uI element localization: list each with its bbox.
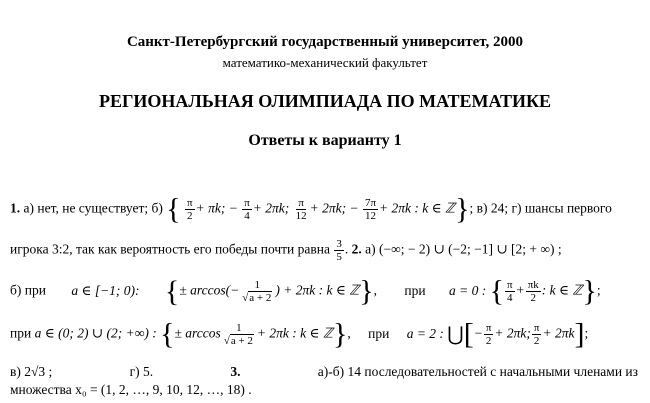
formula: + 2πk : k ∈ ℤ — [379, 200, 456, 216]
condition: a = 2 : — [406, 325, 444, 341]
page-title: РЕГИОНАЛЬНАЯ ОЛИМПИАДА ПО МАТЕМАТИКЕ — [98, 91, 552, 111]
condition: a ∈ [−1; 0): — [71, 282, 140, 298]
right-brace: } — [582, 274, 597, 308]
formula: + 2πk; — [252, 200, 290, 216]
formula-fraction: $\frac{\pi}{2}$ — [533, 322, 540, 347]
formula-fraction: $\frac{\pi}{12}$ — [295, 197, 307, 222]
formula: ± arccos — [174, 325, 221, 341]
condition: a ∈ (0; 2) ∪ (2; +∞) : — [34, 325, 157, 341]
answer-text: игрока 3:2, так как вероятность его победы почти равна — [10, 241, 330, 257]
right-brace: } — [359, 274, 374, 308]
formula-fraction: $\frac{1}{√a + 2}$ — [242, 279, 272, 304]
answer-line-4: при a ∈ (0; 2) ∪ (2; +∞) : {± arccos $\frac{1}{√a + 2}$ + 2πk : k ∈ ℤ}, при a = 2 : ⋃[− $\frac{\pi}{2}$ + 2πk; $\frac{\pi}{2}$ + 2πk]; — [10, 317, 589, 351]
answer-line-3: б) при a ∈ [−1; 0): {± arccos(− $\frac{1}{√a + 2}$ ) + 2πk : k ∈ ℤ}, при a = 0 : { $\frac{\pi}{4}$ + $\frac{\pi k}{2}$ : k ∈ ℤ}; — [10, 274, 601, 308]
formula: + 2πk; − — [309, 200, 359, 216]
answer-text: ; в) 24; г) шансы первого — [469, 200, 612, 216]
right-brace: } — [455, 192, 470, 226]
formula: + πk; − — [195, 200, 238, 216]
formula: − — [473, 325, 483, 341]
formula-fraction: $\frac{7\pi}{12}$ — [364, 197, 377, 222]
answer-text: а) (−∞; − 2) ∪ (−2; −1] ∪ [2; + ∞) ; — [365, 241, 562, 257]
problem-number: 3. — [230, 364, 241, 379]
left-brace: { — [489, 274, 505, 308]
formula-fraction: $\frac{1}{√a + 2}$ — [223, 322, 253, 347]
page-subtitle: Ответы к варианту 1 — [248, 132, 402, 149]
left-brace: { — [160, 317, 175, 351]
answer-line-2: игрока 3:2, так как вероятность его победы почти равна $\frac{3}{5}$ . 2. а) (−∞; − 2) ∪ (−2; −1] ∪ [2; + ∞) ; — [10, 238, 562, 263]
answer-text: б) при — [10, 282, 46, 298]
formula: ) + 2πk : k ∈ ℤ — [275, 282, 360, 298]
formula-fraction: $\frac{\pi}{2}$ — [485, 322, 492, 347]
formula: + 2πk : k ∈ ℤ — [256, 325, 333, 341]
answer-line-1 — [10, 192, 612, 226]
union-symbol: ⋃ — [447, 324, 464, 346]
university-line: Санкт-Петербургский государственный университет, 2000 — [126, 34, 524, 50]
answer-line-5 — [10, 364, 638, 380]
answer-text: при — [10, 325, 32, 341]
right-bracket: ] — [574, 317, 585, 351]
formula: + 2πk — [542, 325, 575, 341]
left-bracket: [ — [463, 317, 474, 351]
faculty-line: математико-механический факультет — [222, 55, 428, 70]
formula-fraction: $\frac{\pi}{4}$ — [507, 279, 513, 304]
condition: a = 0 : — [449, 282, 487, 298]
answer-text: при — [368, 325, 390, 341]
formula: ± arccos(− — [179, 282, 240, 298]
problem-number: 2. — [351, 241, 362, 257]
answer-text: в) 2√3 ; — [10, 364, 53, 379]
formula: : k ∈ ℤ — [541, 282, 583, 298]
answer-text: г) 5. — [129, 364, 154, 379]
formula-fraction: $\frac{\pi k}{2}$ — [527, 279, 539, 304]
formula-fraction: $\frac{\pi}{4}$ — [244, 197, 250, 222]
answer-text: при — [404, 282, 426, 298]
answer-text: а) нет, не существует; б) — [23, 200, 163, 216]
fraction-3-5: $\frac{3}{5}$ — [336, 238, 342, 263]
formula: + 2πk; — [494, 325, 531, 341]
left-brace: { — [164, 274, 180, 308]
formula: + — [515, 282, 525, 298]
problem-number: 1. — [10, 200, 21, 216]
formula-fraction: $\frac{\pi}{2}$ — [187, 197, 193, 222]
answer-text: а)-б) 14 последовательностей с начальными членами из — [317, 364, 638, 379]
left-brace: { — [166, 192, 181, 226]
right-brace: } — [332, 317, 348, 351]
answer-line-6: множества x₀ = (1, 2, …, 9, 10, 12, …, 18) . — [10, 382, 252, 397]
